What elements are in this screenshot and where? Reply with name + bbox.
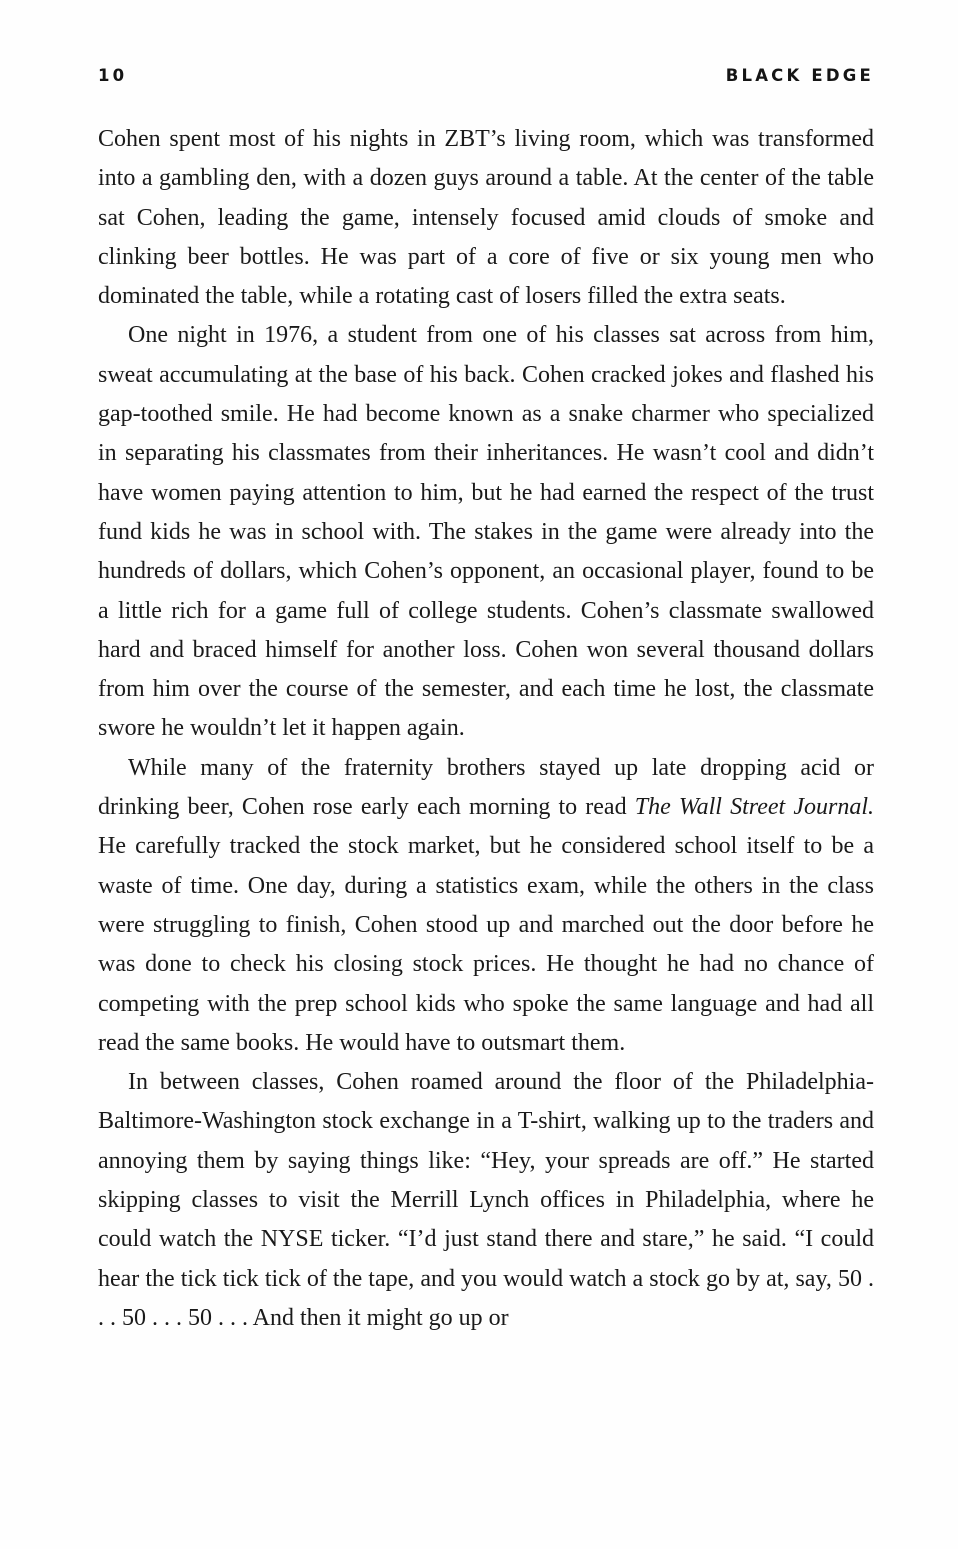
paragraph-text: While many of the fraternity brothers stayed up late dropping acid or drinking beer, Cohen rose early each morning to read (98, 754, 874, 821)
running-head (98, 66, 874, 90)
paragraph (98, 749, 874, 1063)
body-text (98, 120, 874, 1338)
paragraph: In between classes, Cohen roamed around the floor of the Philadelphia-Baltimore-Washington stock exchange in a T-shirt, walking up to the traders and annoying them by saying things like: “Hey, your spreads are off.” He started skipping classes to visit the Merrill Lynch offices in Philadelphia, where he could watch the NYSE ticker. “I’d just stand there and stare,” he said. “I could hear the tick tick tick of the tape, and you would watch a stock go by at, say, 50 . . . 50 . . . 50 . . . And then it might go up or (98, 1069, 874, 1331)
page-number: 10 (98, 66, 128, 85)
paragraph: Cohen spent most of his nights in ZBT’s living room, which was transformed into a gambling den, with a dozen guys around a table. At the center of the table sat Cohen, leading the game, intensely focused amid clouds of smoke and clinking beer bottles. He was part of a core of five or six young men who dominated the table, while a rotating cast of losers filled the extra seats. (98, 126, 874, 310)
paragraph: One night in 1976, a student from one of his classes sat across from him, sweat accumulating at the base of his back. Cohen cracked jokes and flashed his gap-toothed smile. He had become known as a snake charmer who specialized in separating his classmates from their inheritances. He wasn’t cool and didn’t have women paying attention to him, but he had earned the respect of the trust fund kids he was in school with. The stakes in the game were already into the hundreds of dollars, which Cohen’s opponent, an occasional player, found to be a little rich for a game full of college students. Cohen’s classmate swallowed hard and braced himself for another loss. Cohen won several thousand dollars from him over the course of the semester, and each time he lost, the classmate swore he wouldn’t let it happen again. (98, 322, 874, 742)
book-title: BLACK EDGE (725, 66, 874, 85)
newspaper-title: The Wall Street Journal. (634, 794, 874, 821)
paragraph-text: He carefully tracked the stock market, but he considered school itself to be a waste of time. One day, during a statistics exam, while the others in the class were struggling to finish, Cohen stood up and marched out the door before he was done to check his closing stock prices. He thought he had no chance of competing with the prep school kids who spoke the same language and had all read the same books. He would have to outsmart them. (98, 833, 874, 1056)
